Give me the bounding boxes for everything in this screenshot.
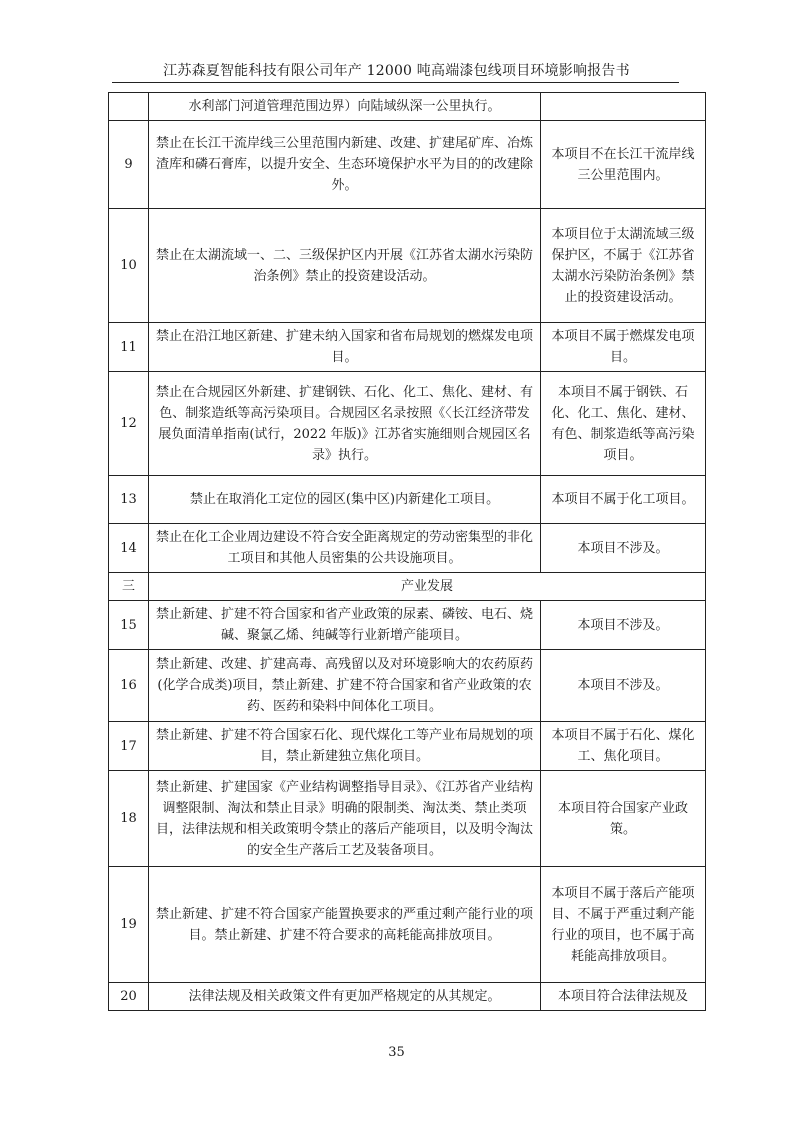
analysis-cell: 本项目不属于钢铁、石化、化工、焦化、建材、有色、制浆造纸等高污染项目。 [541,372,706,476]
requirement-cell: 禁止新建、扩建不符合国家产能置换要求的严重过剩产能行业的项目。禁止新建、扩建不符合要求的高耗能高排放项目。 [149,867,541,983]
analysis-cell: 本项目位于太湖流域三级保护区，不属于《江苏省太湖水污染防治条例》禁止的投资建设活动。 [541,209,706,323]
row-number: 15 [109,601,149,650]
section-row [109,573,706,601]
row-number: 20 [109,983,149,1011]
row-number: 17 [109,722,149,771]
requirement-cell: 禁止新建、扩建不符合国家石化、现代煤化工等产业布局规划的项目，禁止新建独立焦化项目。 [149,722,541,771]
row-number: 12 [109,372,149,476]
row-number: 11 [109,323,149,372]
section-number: 三 [109,573,149,601]
header-divider [112,82,679,83]
row-number: 18 [109,771,149,867]
analysis-cell: 本项目符合国家产业政策。 [541,771,706,867]
requirement-cell: 禁止在长江干流岸线三公里范围内新建、改建、扩建尾矿库、冶炼渣库和磷石膏库，以提升安全、生态环境保护水平为目的的改建除外。 [149,121,541,209]
requirement-cell: 法律法规及相关政策文件有更加严格规定的从其规定。 [149,983,541,1011]
table-row [109,722,706,771]
table-row [109,983,706,1011]
row-number: 13 [109,476,149,524]
requirement-cell: 禁止在太湖流域一、二、三级保护区内开展《江苏省太湖水污染防治条例》禁止的投资建设活动。 [149,209,541,323]
row-number: 14 [109,524,149,573]
row-number: 9 [109,121,149,209]
table-row [109,650,706,722]
requirement-cell: 禁止在合规园区外新建、扩建钢铁、石化、化工、焦化、建材、有色、制浆造纸等高污染项目。合规园区名录按照《〈长江经济带发展负面清单指南(试行，2022 年版)》江苏省实施细则合规园区名录》执行。 [149,372,541,476]
table-row [109,524,706,573]
analysis-cell: 本项目不涉及。 [541,524,706,573]
analysis-cell: 本项目不属于落后产能项目、不属于严重过剩产能行业的项目，也不属于高耗能高排放项目。 [541,867,706,983]
table-row [109,209,706,323]
table-row [109,93,706,121]
row-number [109,93,149,121]
requirement-cell: 禁止在取消化工定位的园区(集中区)内新建化工项目。 [149,476,541,524]
analysis-cell: 本项目不属于石化、煤化工、焦化项目。 [541,722,706,771]
row-number: 19 [109,867,149,983]
requirement-cell: 禁止在化工企业周边建设不符合安全距离规定的劳动密集型的非化工项目和其他人员密集的公共设施项目。 [149,524,541,573]
page-number: 35 [388,1045,405,1060]
policy-compliance-table [108,92,706,1011]
analysis-cell: 本项目不涉及。 [541,601,706,650]
analysis-cell [541,93,706,121]
table-row [109,323,706,372]
analysis-cell: 本项目不涉及。 [541,650,706,722]
requirement-cell: 禁止在沿江地区新建、扩建未纳入国家和省布局规划的燃煤发电项目。 [149,323,541,372]
analysis-cell: 本项目不在长江干流岸线三公里范围内。 [541,121,706,209]
row-number: 16 [109,650,149,722]
requirement-cell: 水利部门河道管理范围边界）向陆域纵深一公里执行。 [149,93,541,121]
table-row [109,867,706,983]
requirement-cell: 禁止新建、扩建国家《产业结构调整指导目录》、《江苏省产业结构调整限制、淘汰和禁止目录》明确的限制类、淘汰类、禁止类项目，法律法规和相关政策明令禁止的落后产能项目，以及明令淘汰的安全生产落后工艺及装备项目。 [149,771,541,867]
table-row [109,771,706,867]
analysis-cell: 本项目符合法律法规及 [541,983,706,1011]
table-row [109,121,706,209]
table-row [109,372,706,476]
analysis-cell: 本项目不属于燃煤发电项目。 [541,323,706,372]
requirement-cell: 禁止新建、改建、扩建高毒、高残留以及对环境影响大的农药原药(化学合成类)项目，禁止新建、扩建不符合国家和省产业政策的农药、医药和染料中间体化工项目。 [149,650,541,722]
row-number: 10 [109,209,149,323]
section-title: 产业发展 [149,573,706,601]
analysis-cell: 本项目不属于化工项目。 [541,476,706,524]
requirement-cell: 禁止新建、扩建不符合国家和省产业政策的尿素、磷铵、电石、烧碱、聚氯乙烯、纯碱等行业新增产能项目。 [149,601,541,650]
table-row [109,601,706,650]
page-header-title: 江苏森夏智能科技有限公司年产 12000 吨高端漆包线项目环境影响报告书 [163,63,630,79]
table-row [109,476,706,524]
